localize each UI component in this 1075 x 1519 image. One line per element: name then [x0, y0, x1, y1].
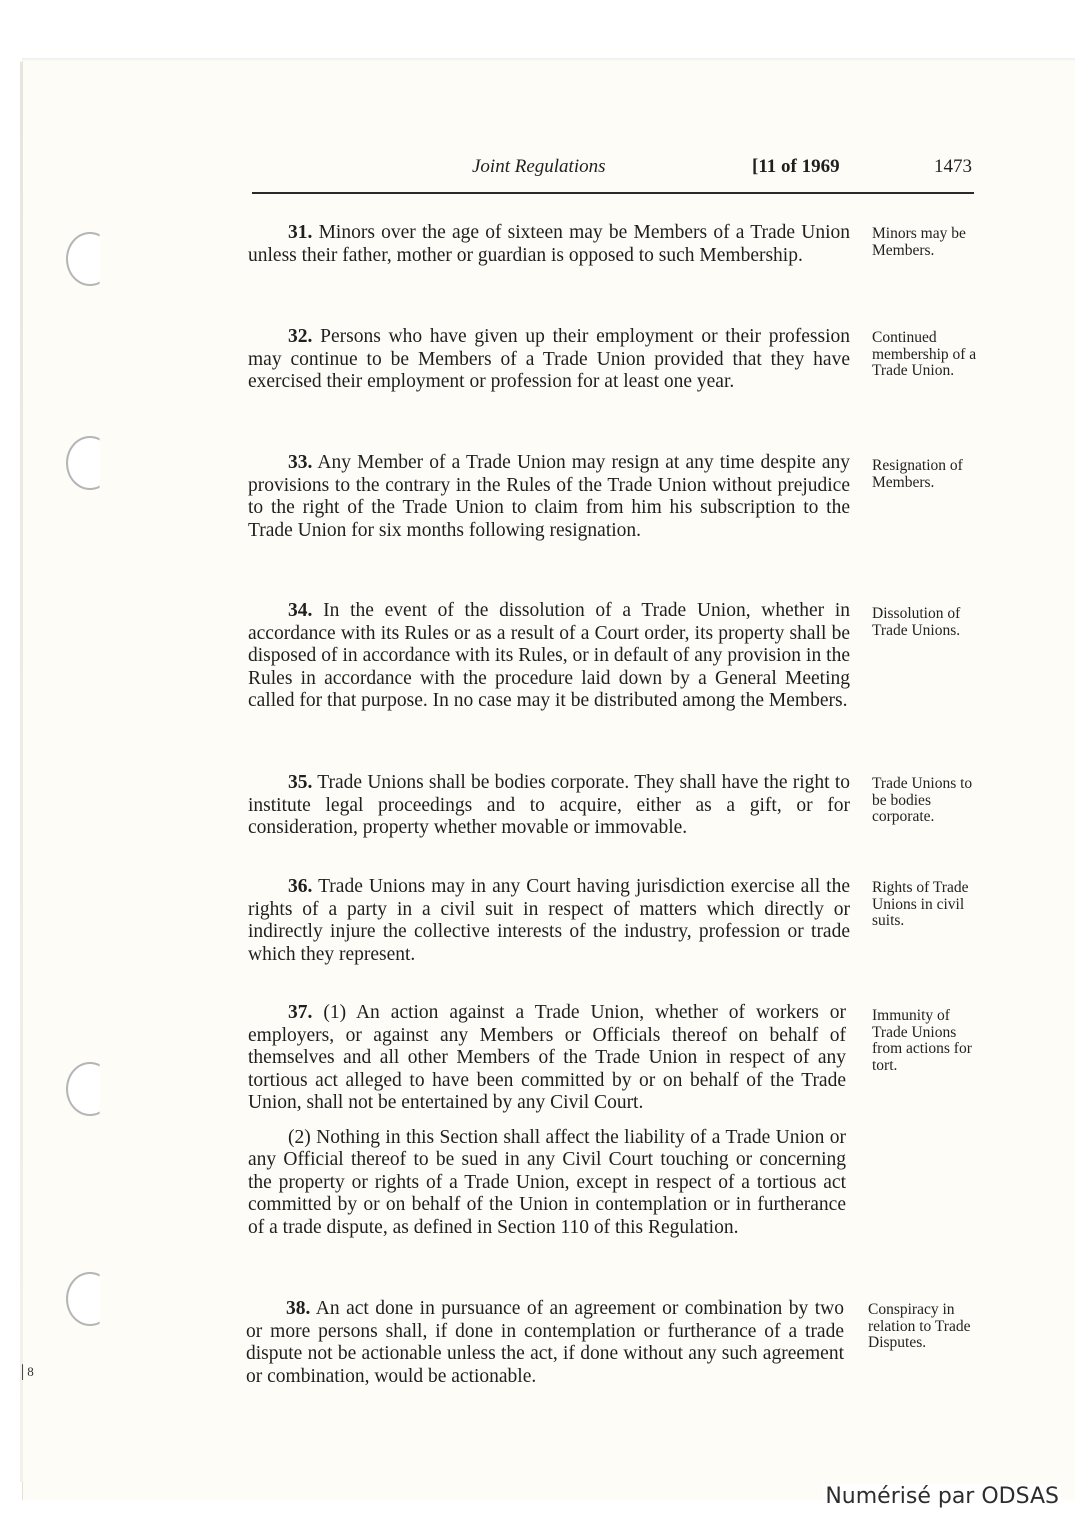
section-38: [246, 1298, 844, 1388]
page-left-edge: [20, 62, 23, 1482]
marginal-note: Continued membership of a Trade Union.: [872, 329, 977, 379]
section-number: 36.: [288, 876, 313, 897]
section-text: [248, 222, 850, 267]
section-31: [248, 222, 850, 267]
section-37: [248, 1002, 846, 1239]
section-body: Trade Unions may in any Court having jurisdiction exercise all the rights of a party in a civil suit in respect of matters which directly or indirectly injure the collective interests of the industry, profession or trade which they represent.: [248, 876, 851, 965]
section-body: Persons who have given up their employment or their profession may continue to be Members of a Trade Union provided that they have exercised their employment or profession for at least one year.: [248, 326, 850, 392]
section-number: 31.: [288, 222, 313, 243]
marginal-note: Rights of Trade Unions in civil suits.: [872, 879, 969, 929]
section-36: [248, 876, 850, 966]
section-body: An act done in pursuance of an agreement or combination by two or more persons shall, if done in contemplation or furtherance of a trade dispute not be actionable unless the act, if done without any such agreement or combination, would be actionable.: [246, 1298, 844, 1387]
running-header: [252, 154, 974, 184]
header-rule: [252, 192, 974, 194]
section-text: [248, 1002, 846, 1115]
section-text: [248, 452, 850, 542]
section-number: 32.: [288, 326, 313, 347]
section-33: [248, 452, 850, 542]
marginal-note: Resignation of Members.: [872, 457, 963, 491]
section-number: 34.: [288, 600, 313, 621]
margin-mark: │8: [18, 1364, 34, 1379]
marginal-note: Immunity of Trade Unions from actions for tort.: [872, 1007, 972, 1074]
section-text: [246, 1298, 844, 1388]
section-35: [248, 772, 850, 840]
section-body: Any Member of a Trade Union may resign at any time despite any provisions to the contrary in the Rules of the Trade Union without prejudice to the right of the Trade Union to claim from him his subscription to the Trade Union for six months following resignation.: [248, 452, 850, 541]
marginal-note: Conspiracy in relation to Trade Disputes.: [868, 1301, 971, 1351]
section-text: [248, 600, 850, 713]
section-number: 37.: [288, 1002, 313, 1023]
marginal-note: Trade Unions to be bodies corporate.: [872, 775, 973, 825]
header-title: Joint Regulations: [472, 156, 606, 177]
section-number: 38.: [286, 1298, 311, 1319]
section-body: (1) An action against a Trade Union, whether of workers or employers, or against any Members or Officials thereof on behalf of themselves and all other Members of the Trade Union in respect of any tortious act alleged to have been committed by or on behalf of the Trade Union, shall not be entertained by any Civil Court.: [248, 1002, 847, 1113]
section-body: In the event of the dissolution of a Trade Union, whether in accordance with its Rules or as a result of a Court order, its property shall be disposed of in accordance with its Rules, or in default of any provision in the Rules in accordance with the procedure laid down by a General Meeting called for that purpose. In no case may it be distributed among the Members.: [248, 600, 850, 711]
marginal-note: Dissolution of Trade Unions.: [872, 605, 961, 639]
header-act-number: [11 of 1969: [752, 156, 840, 177]
section-body: Minors over the age of sixteen may be Members of a Trade Union unless their father, mother or guardian is opposed to such Membership.: [248, 222, 850, 266]
section-text: [248, 326, 850, 394]
section-number: 33.: [288, 452, 313, 473]
page-top-edge: [22, 58, 1075, 61]
marginal-note: Minors may be Members.: [872, 225, 966, 259]
section-34: [248, 600, 850, 713]
section-subparagraph: (2) Nothing in this Section shall affect the liability of a Trade Union or any Official thereof to be sued in any Civil Court touching or concerning the property or rights of a Trade Union, except in respect of a tortious act committed by or on behalf of the Union in contemplation or in furtherance of a trade dispute, as defined in Section 110 of this Regulation.: [248, 1126, 846, 1238]
section-text: [248, 876, 850, 966]
scan-watermark: Numérisé par ODSAS: [825, 1484, 1059, 1509]
section-text: [248, 772, 850, 840]
section-number: 35.: [288, 772, 313, 793]
section-body: Trade Unions shall be bodies corporate. They shall have the right to institute legal proceedings and to acquire, either as a gift, or for consideration, property whether movable or immovable.: [248, 772, 850, 838]
page-number: 1473: [934, 156, 972, 177]
section-32: [248, 326, 850, 394]
